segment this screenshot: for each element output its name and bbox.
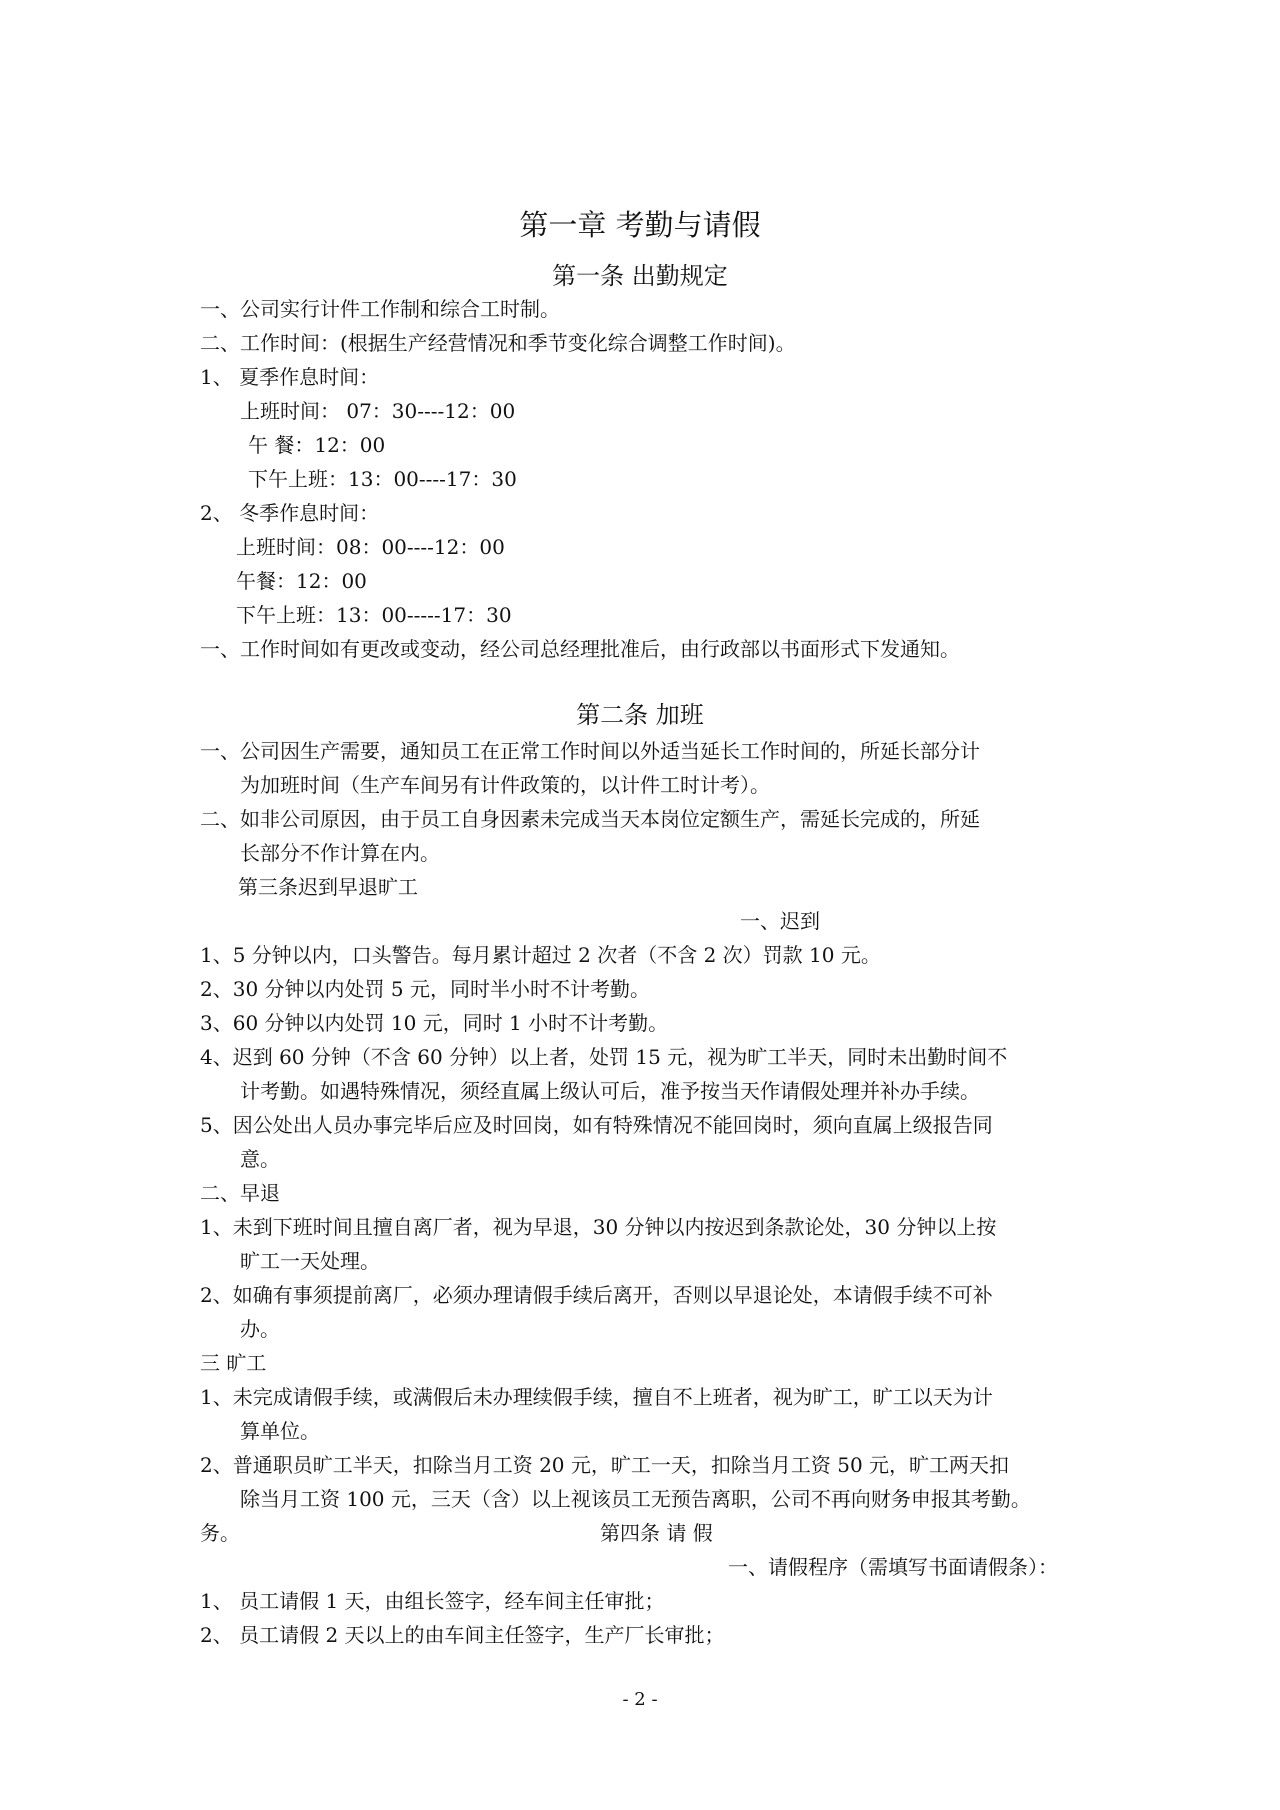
absent-rule: 算单位。 bbox=[240, 1419, 320, 1443]
late-heading: 一、迟到 bbox=[740, 909, 820, 933]
article-2-line: 为加班时间（生产车间另有计件政策的，以计件工时计考）。 bbox=[240, 773, 770, 797]
chapter-title: 第一章 考勤与请假 bbox=[519, 208, 761, 242]
article-2-line: 长部分不作计算在内。 bbox=[240, 841, 440, 865]
article-1-line: 一、工作时间如有更改或变动，经公司总经理批准后，由行政部以书面形式下发通知。 bbox=[200, 637, 960, 661]
early-rule: 2、如确有事须提前离厂，必须办理请假手续后离开，否则以早退论处，本请假手续不可补 bbox=[200, 1283, 993, 1307]
absent-rule: 务。 bbox=[200, 1521, 240, 1545]
article-1-line: 1、 夏季作息时间： bbox=[200, 365, 380, 389]
article-1-line: 上班时间： 07：30----12：00 bbox=[240, 399, 516, 423]
article-2-title: 第二条 加班 bbox=[576, 701, 704, 729]
article-1-line: 一、公司实行计件工作制和综合工时制。 bbox=[200, 297, 560, 321]
article-2-line: 一、公司因生产需要，通知员工在正常工作时间以外适当延长工作时间的，所延长部分计 bbox=[200, 739, 980, 763]
early-heading: 二、早退 bbox=[200, 1181, 280, 1205]
page-number: - 2 - bbox=[622, 1689, 658, 1710]
article-1-line: 午餐：12：00 bbox=[236, 569, 367, 593]
article-3-title: 第三条迟到早退旷工 bbox=[238, 875, 418, 899]
late-rule: 1、5 分钟以内，口头警告。每月累计超过 2 次者（不含 2 次）罚款 10 元。 bbox=[200, 943, 881, 967]
leave-rule: 2、 员工请假 2 天以上的由车间主任签字，生产厂长审批； bbox=[200, 1623, 725, 1647]
absent-rule: 除当月工资 100 元，三天（含）以上视该员工无预告离职，公司不再向财务申报其考勤。 bbox=[240, 1487, 1031, 1511]
late-rule: 意。 bbox=[240, 1147, 280, 1171]
article-1-line: 2、 冬季作息时间： bbox=[200, 501, 380, 525]
article-4-title: 第四条 请 假 bbox=[600, 1521, 713, 1545]
article-1-line: 午 餐：12：00 bbox=[248, 433, 386, 457]
article-2-line: 二、如非公司原因，由于员工自身因素未完成当天本岗位定额生产，需延长完成的，所延 bbox=[200, 807, 980, 831]
article-1-line: 下午上班：13：00-----17：30 bbox=[236, 603, 512, 627]
article-1-title: 第一条 出勤规定 bbox=[552, 262, 728, 290]
late-rule: 4、迟到 60 分钟（不含 60 分钟）以上者，处罚 15 元，视为旷工半天，同时未出勤时间不 bbox=[200, 1045, 1008, 1069]
early-rule: 旷工一天处理。 bbox=[240, 1249, 380, 1273]
article-1-line: 下午上班：13：00----17：30 bbox=[248, 467, 517, 491]
article-1-line: 上班时间：08：00----12：00 bbox=[236, 535, 505, 559]
late-rule: 计考勤。如遇特殊情况，须经直属上级认可后，准予按当天作请假处理并补办手续。 bbox=[240, 1079, 980, 1103]
late-rule: 3、60 分钟以内处罚 10 元，同时 1 小时不计考勤。 bbox=[200, 1011, 669, 1035]
late-rule: 2、30 分钟以内处罚 5 元，同时半小时不计考勤。 bbox=[200, 977, 650, 1001]
absent-rule: 1、未完成请假手续，或满假后未办理续假手续，擅自不上班者，视为旷工，旷工以天为计 bbox=[200, 1385, 993, 1409]
late-rule: 5、因公处出人员办事完毕后应及时回岗，如有特殊情况不能回岗时，须向直属上级报告同 bbox=[200, 1113, 993, 1137]
article-1-line: 二、工作时间：(根据生产经营情况和季节变化综合调整工作时间)。 bbox=[200, 331, 796, 355]
absent-heading: 三 旷工 bbox=[200, 1351, 267, 1375]
leave-rule: 1、 员工请假 1 天，由组长签字，经车间主任审批； bbox=[200, 1589, 665, 1613]
early-rule: 办。 bbox=[240, 1317, 280, 1341]
absent-rule: 2、普通职员旷工半天，扣除当月工资 20 元，旷工一天，扣除当月工资 50 元，旷工两天扣 bbox=[200, 1453, 1010, 1477]
leave-procedure-heading: 一、请假程序（需填写书面请假条）： bbox=[728, 1555, 1058, 1579]
early-rule: 1、未到下班时间且擅自离厂者，视为早退，30 分钟以内按迟到条款论处，30 分钟以上按 bbox=[200, 1215, 997, 1239]
